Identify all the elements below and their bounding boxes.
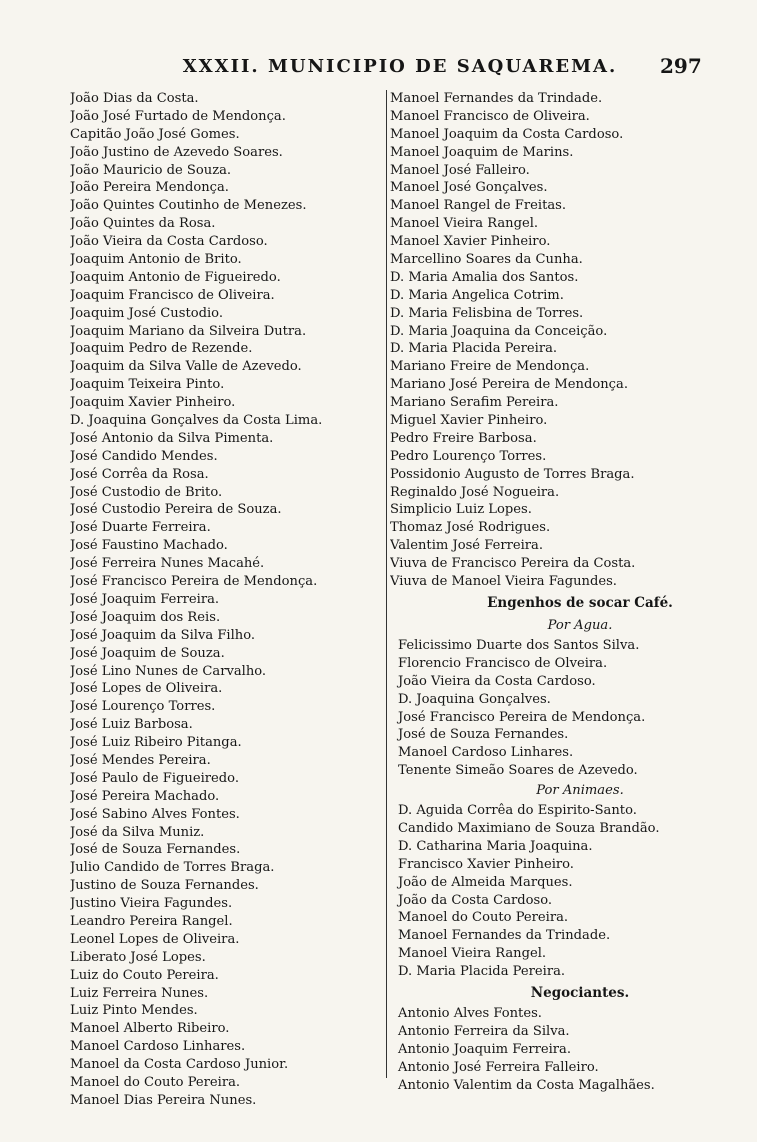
list-item: Manoel Fernandes da Trindade. [398,928,611,944]
list-item: Manoel da Costa Cardoso Junior. [70,1057,289,1073]
left-column [70,90,380,1110]
list-item: Luiz do Couto Pereira. [70,967,219,983]
list-item: Manoel Vieira Rangel. [398,946,547,962]
list-item: José Pereira Machado. [70,788,220,804]
list-item: José Joaquim Ferreira. [70,591,220,607]
list-item: Mariano Serafim Pereira. [390,395,559,411]
column-divider [386,90,387,1078]
list-item: Manoel Cardoso Linhares. [70,1039,246,1055]
list-item: Antonio Ferreira da Silva. [398,1023,570,1039]
list-item: José Sabino Alves Fontes. [70,806,240,822]
list-item: Marcellino Soares da Cunha. [390,252,583,268]
list-item: Valentim José Ferreira. [390,538,544,554]
list-item: Thomaz José Rodrigues. [390,520,551,536]
list-item: Justino Vieira Fagundes. [70,896,233,912]
list-item: José Custodio de Brito. [70,484,223,500]
list-item: José Lourenço Torres. [70,699,216,715]
list-item: José Ferreira Nunes Macahé. [70,556,265,572]
page-header [0,56,757,84]
list-item: Felicissimo Duarte dos Santos Silva. [398,637,640,653]
list-item: Joaquim Antonio de Figueiredo. [70,269,281,285]
list-item: João Vieira da Costa Cardoso. [70,234,268,250]
list-item: José Custodio Pereira de Souza. [70,502,282,518]
list-item: Manoel José Gonçalves. [390,180,548,196]
list-item: Manoel Alberto Ribeiro. [70,1021,230,1037]
list-item: João da Costa Cardoso. [398,892,553,908]
list-item: Luiz Ferreira Nunes. [70,985,209,1001]
list-item: José da Silva Muniz. [70,824,205,840]
list-item: D. Maria Placida Pereira. [398,964,566,980]
list-item: Viuva de Manoel Vieira Fagundes. [390,574,617,590]
list-item: Viuva de Francisco Pereira da Costa. [390,556,636,572]
engenhos-heading: Engenhos de socar Café. [487,594,673,611]
list-item: José Duarte Ferreira. [70,520,211,536]
list-item: João Pereira Mendonça. [70,180,229,196]
list-item: Joaquim Pedro de Rezende. [70,341,253,357]
list-item: D. Maria Felisbina de Torres. [390,305,584,321]
list-item: João Quintes Coutinho de Menezes. [70,198,307,214]
por-animaes-subheading: Por Animaes. [536,783,624,799]
list-item: Antonio Valentim da Costa Magalhães. [398,1077,655,1093]
por-agua-list [390,637,730,780]
list-item: Justino de Souza Fernandes. [70,878,259,894]
list-item: Tenente Simeão Soares de Azevedo. [398,763,638,779]
list-item: José Corrêa da Rosa. [70,466,209,482]
negociantes-heading: Negociantes. [530,984,630,1001]
list-item: Manoel Dias Pereira Nunes. [70,1092,257,1108]
list-item: Mariano José Pereira de Mendonça. [390,377,628,393]
list-item: José Joaquim da Silva Filho. [70,627,256,643]
list-item: João Mauricio de Souza. [70,162,232,178]
list-item: Mariano Freire de Mendonça. [390,359,590,375]
list-item: João José Furtado de Mendonça. [70,108,286,124]
list-item: Antonio Joaquim Ferreira. [398,1041,572,1057]
list-item: Joaquim Francisco de Oliveira. [70,287,275,303]
list-item: Antonio Alves Fontes. [398,1005,542,1021]
list-item: D. Aguida Corrêa do Espirito-Santo. [398,803,637,819]
list-item: Manoel Joaquim de Marins. [390,144,574,160]
list-item: D. Catharina Maria Joaquina. [398,838,593,854]
list-item: José Lino Nunes de Carvalho. [70,663,267,679]
list-item: Pedro Lourenço Torres. [390,448,547,464]
list-item: D. Maria Angelica Cotrim. [390,287,564,303]
list-item: João Vieira da Costa Cardoso. [398,673,596,689]
list-item: José Luiz Barbosa. [70,717,193,733]
list-item: Antonio José Ferreira Falleiro. [398,1059,599,1075]
list-item: José Mendes Pereira. [70,752,211,768]
list-item: Julio Candido de Torres Braga. [70,860,275,876]
list-item: Reginaldo José Nogueira. [390,484,560,500]
negociantes-list [390,1005,730,1094]
list-item: Leonel Lopes de Oliveira. [70,931,240,947]
page-title: XXXII. MUNICIPIO DE SAQUAREMA. [182,56,618,77]
list-item: Joaquim José Custodio. [70,305,223,321]
page-number: 297 [660,54,702,78]
list-item: Pedro Freire Barbosa. [390,430,537,446]
list-item: D. Maria Joaquina da Conceição. [390,323,608,339]
list-item: José Joaquim dos Reis. [70,609,221,625]
list-item: Joaquim Mariano da Silveira Dutra. [70,323,307,339]
list-item: D. Maria Placida Pereira. [390,341,558,357]
list-item: Florencio Francisco de Olveira. [398,655,608,671]
list-item: João Quintes da Rosa. [70,216,216,232]
list-item: Miguel Xavier Pinheiro. [390,413,548,429]
list-item: D. Maria Amalia dos Santos. [390,269,579,285]
list-item: Manoel Rangel de Freitas. [390,198,567,214]
list-item: Leandro Pereira Rangel. [70,913,233,929]
list-item: D. Joaquina Gonçalves. [398,691,551,707]
list-item: José Joaquim de Souza. [70,645,225,661]
list-item: José Paulo de Figueiredo. [70,770,239,786]
por-agua-subheading: Por Agua. [547,617,613,633]
list-item: Liberato José Lopes. [70,949,206,965]
list-item: Joaquim Teixeira Pinto. [70,377,225,393]
list-item: Capitão João José Gomes. [70,126,240,142]
list-item: D. Joaquina Gonçalves da Costa Lima. [70,413,323,429]
list-item: Manoel Vieira Rangel. [390,216,539,232]
list-item: José Lopes de Oliveira. [70,681,223,697]
right-column [390,90,730,1094]
list-item: Manoel Francisco de Oliveira. [390,108,590,124]
list-item: João de Almeida Marques. [398,874,573,890]
right-column-names [390,90,730,591]
list-item: José de Souza Fernandes. [398,727,569,743]
list-item: Manoel Joaquim da Costa Cardoso. [390,126,624,142]
list-item: José Faustino Machado. [70,538,228,554]
list-item: Manoel Xavier Pinheiro. [390,234,551,250]
list-item: Joaquim Xavier Pinheiro. [70,395,236,411]
list-item: Manoel do Couto Pereira. [398,910,569,926]
list-item: Luiz Pinto Mendes. [70,1003,198,1019]
list-item: Possidonio Augusto de Torres Braga. [390,466,635,482]
list-item: José Antonio da Silva Pimenta. [70,430,274,446]
list-item: João Dias da Costa. [70,91,199,106]
list-item: Manoel Cardoso Linhares. [398,745,574,761]
list-item: Joaquim da Silva Valle de Azevedo. [70,359,302,375]
list-item: Joaquim Antonio de Brito. [70,252,242,268]
list-item: José Francisco Pereira de Mendonça. [398,709,646,725]
por-animaes-list [390,802,730,981]
list-item: Manoel Fernandes da Trindade. [390,91,603,106]
list-item: Manoel José Falleiro. [390,162,530,178]
list-item: Francisco Xavier Pinheiro. [398,856,574,872]
list-item: Candido Maximiano de Souza Brandão. [398,820,660,836]
list-item: José Luiz Ribeiro Pitanga. [70,735,242,751]
list-item: Manoel do Couto Pereira. [70,1074,241,1090]
list-item: João Justino de Azevedo Soares. [70,144,283,160]
list-item: José Candido Mendes. [70,448,218,464]
list-item: José Francisco Pereira de Mendonça. [70,574,318,590]
list-item: José de Souza Fernandes. [70,842,241,858]
list-item: Simplicio Luiz Lopes. [390,502,532,518]
